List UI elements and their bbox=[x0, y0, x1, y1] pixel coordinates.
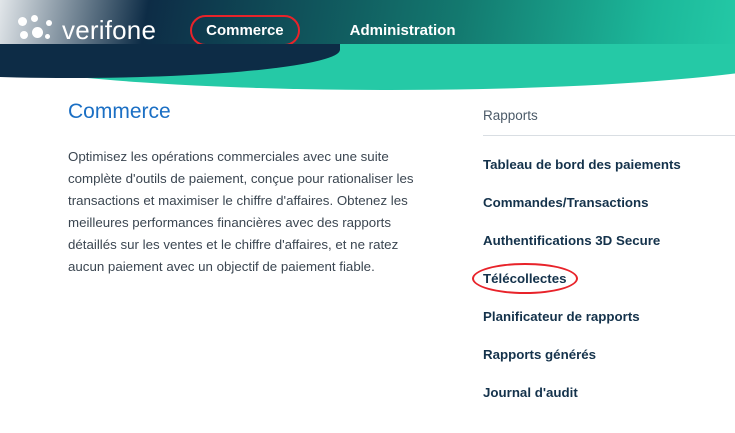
nav-item-administration[interactable] bbox=[340, 16, 466, 45]
report-link-audit-journal[interactable]: Journal d'audit bbox=[483, 385, 578, 400]
page-title: Commerce bbox=[68, 100, 171, 123]
page-description: Optimisez les opérations commerciales avec une suite complète d'outils de paiement, conçue pour rationaliser les transactions et maximiser le chiffre d'affaires. Obtenez les meilleures performances financières avec des rapports détaillés sur les ventes et le chiffre d'affaires, et ne ratez aucun paiement avec un objectif de paiement fiable. bbox=[68, 149, 414, 274]
report-link-3d-secure-authentications[interactable]: Authentifications 3D Secure bbox=[483, 233, 661, 248]
main-content bbox=[0, 60, 735, 433]
nav-item-commerce[interactable] bbox=[190, 15, 300, 46]
list-item bbox=[483, 146, 735, 184]
list-item bbox=[483, 222, 735, 260]
report-link-report-scheduler[interactable]: Planificateur de rapports bbox=[483, 309, 640, 324]
list-item bbox=[483, 184, 735, 222]
report-link-orders-transactions[interactable]: Commandes/Transactions bbox=[483, 195, 649, 210]
reports-panel-title: Rapports bbox=[483, 108, 735, 136]
reports-panel bbox=[483, 108, 735, 412]
report-link-telecollectes[interactable]: Télécollectes bbox=[483, 271, 567, 286]
report-link-payments-dashboard[interactable]: Tableau de bord des paiements bbox=[483, 157, 681, 172]
report-link-generated-reports[interactable]: Rapports générés bbox=[483, 347, 597, 362]
reports-link-list bbox=[483, 146, 735, 412]
nav-item-commerce-label: Commerce bbox=[206, 21, 284, 39]
list-item bbox=[483, 260, 735, 298]
nav-item-administration-label: Administration bbox=[349, 21, 456, 39]
list-item bbox=[483, 336, 735, 374]
brand-name: verifone bbox=[62, 14, 157, 45]
verifone-dots-logo-icon bbox=[18, 15, 54, 45]
list-item bbox=[483, 374, 735, 412]
list-item bbox=[483, 298, 735, 336]
commerce-description-block bbox=[68, 100, 438, 278]
